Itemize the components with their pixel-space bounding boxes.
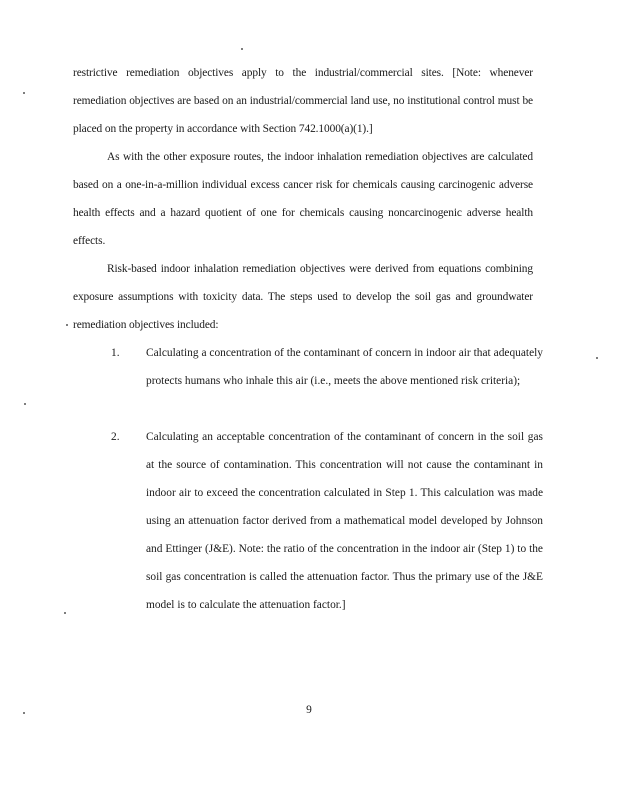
scan-speck bbox=[241, 48, 243, 50]
scan-speck bbox=[23, 92, 25, 94]
list-text: Calculating an acceptable concentration of the contaminant of concern in the soil gas at the source of contamination. This concentration will not cause the contaminant in indoor air to exceed the concentration calculated in Step 1. This calculation was made using an attenuation factor derived from a mathematical model developed by Johnson and Ettinger (J&E). Note: the ratio of the concentration in the indoor air (Step 1) to the soil gas concentration is called the attenuation factor. Thus the primary use of the J&E model is to calculate the attenuation factor.] bbox=[146, 431, 543, 611]
scan-speck bbox=[596, 357, 598, 359]
scan-speck bbox=[23, 712, 25, 714]
paragraph-2: As with the other exposure routes, the indoor inhalation remediation objectives are calculated based on a one-in-a-million individual excess cancer risk for chemicals causing carcinogenic adverse health effects and a hazard quotient of one for chemicals causing noncarcinogenic adverse health effects. bbox=[73, 151, 533, 247]
scan-speck bbox=[66, 324, 68, 326]
paragraph-1: restrictive remediation objectives apply to the industrial/commercial sites. [Note: whenever remediation objectives are based on an industrial/commercial land use, no institutional control must be placed on the property in accordance with Section 742.1000(a)(1).] bbox=[73, 67, 533, 135]
page-number: 9 bbox=[306, 704, 312, 716]
list-text: Calculating a concentration of the contaminant of concern in indoor air that adequately protects humans who inhale this air (i.e., meets the above mentioned risk criteria); bbox=[146, 347, 543, 387]
paragraph-3: Risk-based indoor inhalation remediation objectives were derived from equations combining exposure assumptions with toxicity data. The steps used to develop the soil gas and groundwater remediation objectives included: bbox=[73, 263, 533, 331]
scan-speck bbox=[64, 612, 66, 614]
scan-speck bbox=[24, 403, 26, 405]
list-number: 1. bbox=[111, 347, 120, 359]
list-number: 2. bbox=[111, 431, 120, 443]
